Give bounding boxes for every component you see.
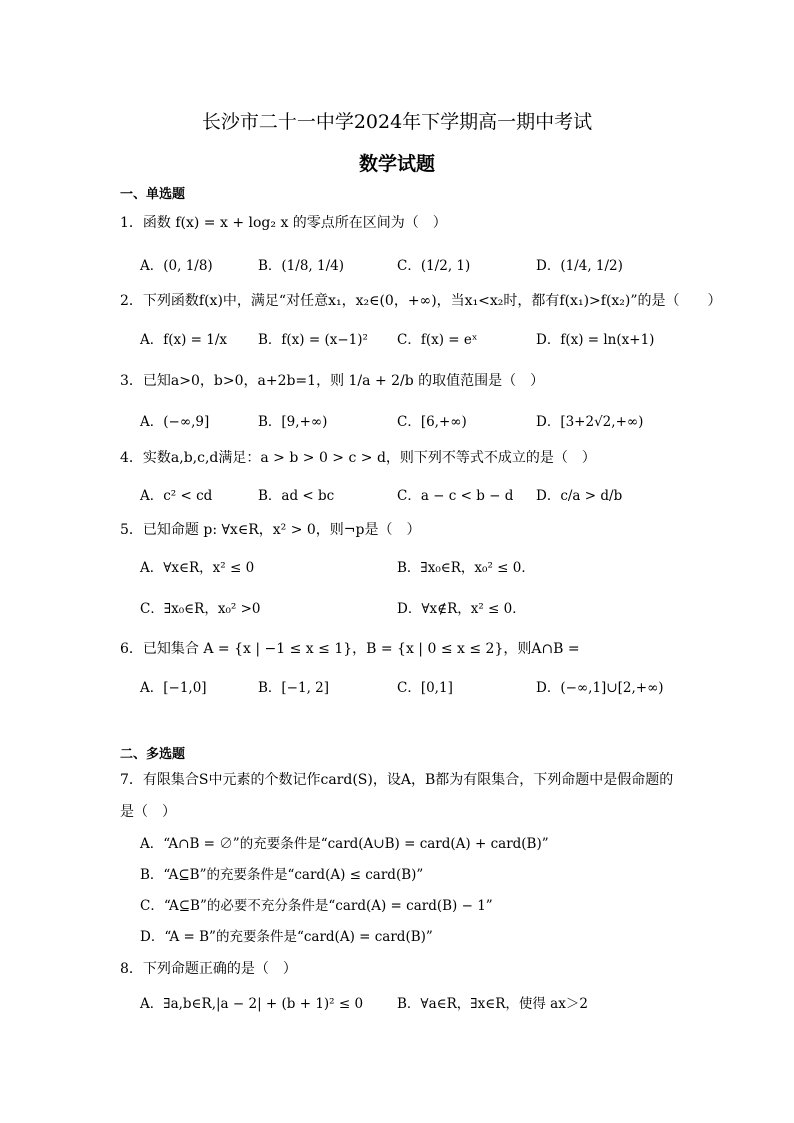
question-1-option-a: A．(0, 1/8): [140, 258, 213, 274]
question-3-stem: 3．已知a>0，b>0，a+2b=1，则 1/a + 2/b 的取值范围是（ ）: [120, 373, 545, 389]
question-6-option-b: B．[−1, 2]: [258, 680, 330, 696]
question-4-stem: 4．实数a,b,c,d满足：a > b > 0 > c > d，则下列不等式不成立的是（ ）: [120, 450, 596, 466]
question-8-stem: 8．下列命题正确的是（ ）: [120, 961, 297, 977]
section-multi-choice: 二、多选题: [120, 747, 186, 762]
question-5-option-c: C．∃x₀∈R，x₀² >0: [140, 601, 261, 617]
question-5-option-a: A．∀x∈R，x² ≤ 0: [140, 560, 255, 576]
question-3-option-b: B．[9,+∞): [258, 414, 328, 430]
question-6-option-a: A．[−1,0]: [140, 680, 207, 696]
question-3-option-c: C．[6,+∞): [397, 414, 467, 430]
question-8-option-b: B．∀a∈R，∃x∈R，使得 ax＞2: [397, 996, 588, 1012]
question-7-option-c: C．“A⊆B”的必要不充分条件是“card(A) = card(B) − 1”: [140, 898, 493, 914]
question-3-option-a: A．(−∞,9]: [140, 414, 210, 430]
question-6-option-d: D．(−∞,1]∪[2,+∞): [536, 680, 664, 696]
question-7-option-a: A．“A∩B = ∅”的充要条件是“card(A∪B) = card(A) + card(B)”: [140, 836, 549, 852]
question-1-option-d: D．(1/4, 1/2): [536, 258, 623, 274]
question-7-stem: 7．有限集合S中元素的个数记作card(S)，设A，B都为有限集合，下列命题中是假命题的: [120, 772, 674, 788]
section-single-choice: 一、单选题: [120, 187, 186, 202]
question-5-option-b: B．∃x₀∈R，x₀² ≤ 0．: [397, 560, 535, 576]
question-1-stem: 1．函数 f(x) = x + log₂ x 的零点所在区间为（ ）: [120, 215, 447, 231]
question-4-option-a: A．c² < cd: [140, 488, 213, 504]
question-2-option-d: D．f(x) = ln(x+1): [536, 332, 655, 348]
question-2-option-c: C．f(x) = eˣ: [397, 332, 478, 348]
question-7-option-d: D．“A = B”的充要条件是“card(A) = card(B)”: [140, 929, 433, 945]
question-4-option-b: B．ad < bc: [258, 488, 335, 504]
question-4-option-c: C．a − c < b − d: [397, 488, 514, 504]
exam-subtitle: 数学试题: [358, 153, 435, 175]
question-8-option-a: A．∃a,b∈R,|a − 2| + (b + 1)² ≤ 0: [140, 996, 364, 1012]
question-3-option-d: D．[3+2√2,+∞): [536, 414, 644, 430]
exam-title: 长沙市二十一中学2024年下学期高一期中考试: [201, 111, 593, 133]
question-6-stem: 6．已知集合 A = {x | −1 ≤ x ≤ 1}，B = {x | 0 ≤ x ≤ 2}，则A∩B =: [120, 641, 580, 657]
question-4-option-d: D．c/a > d/b: [536, 488, 623, 504]
question-2-option-b: B．f(x) = (x−1)²: [258, 332, 368, 348]
question-2-stem: 2．下列函数f(x)中，满足“对任意x₁，x₂∈(0，+∞)，当x₁<x₂时，都有f(x₁)>f(x₂)”的是（ ）: [120, 293, 722, 309]
question-2-option-a: A．f(x) = 1/x: [140, 332, 228, 348]
question-5-option-d: D．∀x∉R，x² ≤ 0．: [397, 601, 526, 617]
question-6-option-c: C．[0,1]: [397, 680, 453, 696]
question-7-stem-cont: 是（ ）: [120, 804, 176, 820]
question-7-option-b: B．“A⊆B”的充要条件是“card(A) ≤ card(B)”: [140, 867, 424, 883]
question-5-stem: 5．已知命题 p: ∀x∈R，x² > 0，则¬p是（ ）: [120, 522, 421, 538]
question-1-option-c: C．(1/2, 1): [397, 258, 471, 274]
question-1-option-b: B．(1/8, 1/4): [258, 258, 344, 274]
